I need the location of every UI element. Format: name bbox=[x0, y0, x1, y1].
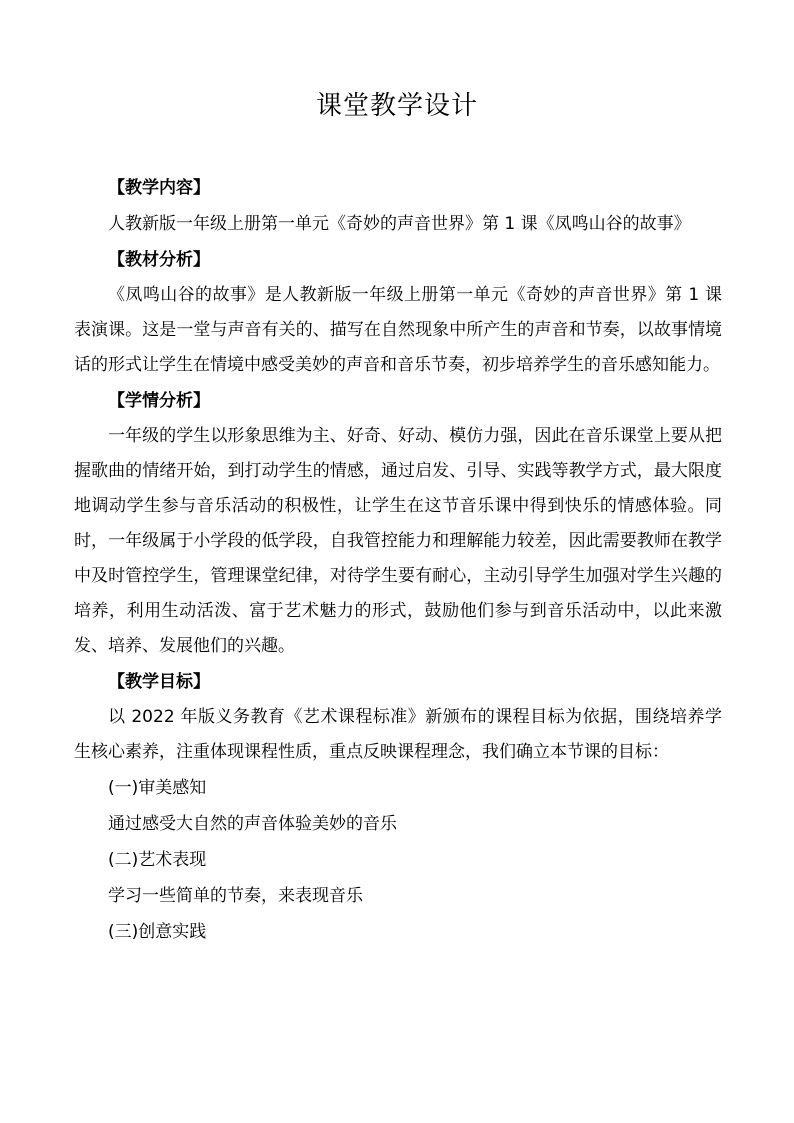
goal-text-aesthetic: 通过感受大自然的声音体验美妙的音乐 bbox=[108, 814, 397, 834]
student-analysis-text: 一年级的学生以形象思维为主、好奇、好动、模仿力强，因此在音乐课堂上要从把握歌曲的情绪开始，到打动学生的情感，通过启发、引导、实践等教学方式，最大限度地调动学生参与音乐活动的积极性，让学生在这节音乐课中得到快乐的情感体验。同时，一年级属于小学段的低学段，自我管控能力和理解能力较差，因此需要教师在教学中及时管控学生，管理课堂纪律，对待学生要有耐心，主动引导学生加强对学生兴趣的培养，利用生动活泼、富于艺术魅力的形式，鼓励他们参与到音乐活动中，以此来激发、培养、发展他们的兴趣。 bbox=[74, 426, 722, 656]
material-analysis-text: 《凤鸣山谷的故事》是人教新版一年级上册第一单元《奇妙的声音世界》第 1 课表演课。这是一堂与声音有关的、描写在自然现象中所产生的声音和节奏，以故事情境话的形式让学生在情境中感受美妙的声音和音乐节奏，初步培养学生的音乐感知能力。 bbox=[74, 285, 722, 375]
document-body bbox=[74, 170, 722, 950]
goal-label-aesthetic: (一)审美感知 bbox=[108, 778, 207, 798]
section-heading-content: 【教学内容】 bbox=[108, 178, 210, 198]
section-heading-students: 【学情分析】 bbox=[108, 391, 210, 411]
goal-label-expression: (二)艺术表现 bbox=[108, 850, 207, 870]
goals-intro-text: 以 2022 年版义务教育《艺术课程标准》新颁布的课程目标为依据，围绕培养学生核心素养，注重体现课程性质，重点反映课程理念，我们确立本节课的目标： bbox=[74, 707, 722, 762]
content-text: 人教新版一年级上册第一单元《奇妙的声音世界》第 1 课《凤鸣山谷的故事》 bbox=[108, 214, 691, 234]
page-title: 课堂教学设计 bbox=[315, 91, 478, 121]
section-heading-goals: 【教学目标】 bbox=[108, 672, 210, 692]
goal-text-expression: 学习一些简单的节奏，来表现音乐 bbox=[108, 886, 363, 906]
goal-label-practice: (三)创意实践 bbox=[108, 922, 207, 942]
section-heading-material: 【教材分析】 bbox=[108, 250, 210, 270]
